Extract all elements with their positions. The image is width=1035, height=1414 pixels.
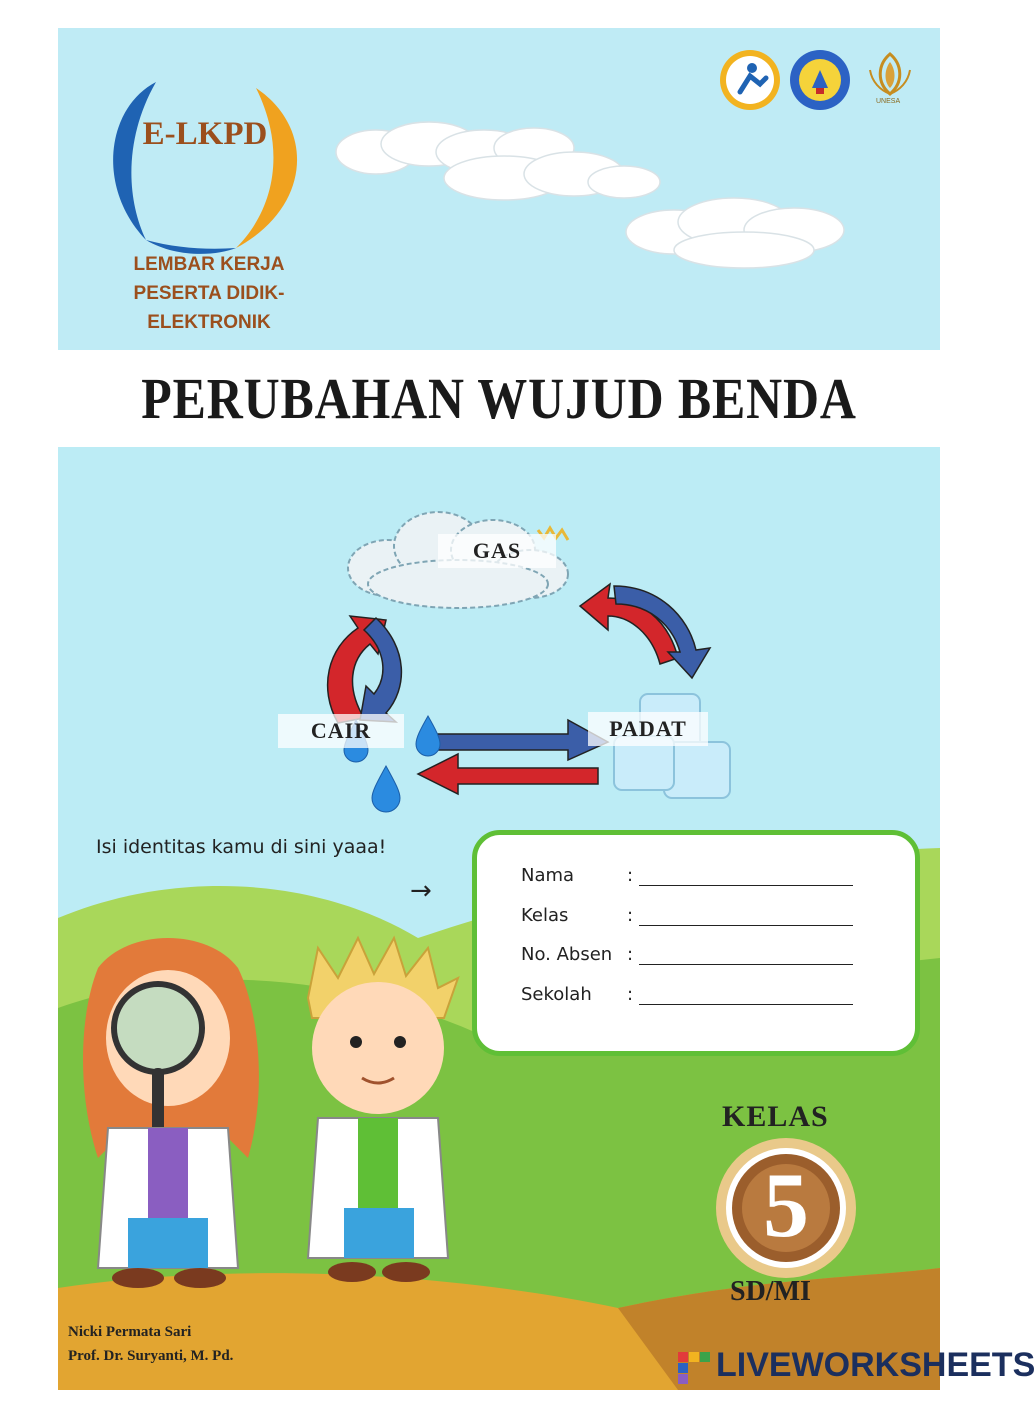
attendance-number-field[interactable] xyxy=(521,944,853,965)
grade-number: 5 xyxy=(763,1154,809,1256)
author-1: Nicki Permata Sari xyxy=(68,1324,192,1340)
school-line[interactable] xyxy=(639,986,853,1005)
attendance-number-label: No. Absen xyxy=(521,944,613,965)
ice-cubes-icon xyxy=(614,694,730,798)
name-colon: : xyxy=(627,865,634,886)
girl-scientist-illustration xyxy=(68,928,268,1288)
elkpd-fullname xyxy=(94,250,324,337)
school-colon: : xyxy=(627,984,634,1005)
state-label-solid: PADAT xyxy=(588,712,708,746)
author-2: Prof. Dr. Suryanti, M. Pd. xyxy=(68,1348,234,1364)
arrow-right-icon: → xyxy=(410,876,432,906)
identity-card xyxy=(472,830,920,1056)
worksheet-cover xyxy=(58,28,940,1390)
elkpd-logo xyxy=(86,68,326,258)
class-label: Kelas xyxy=(521,905,569,926)
name-field[interactable] xyxy=(521,865,853,886)
boy-scientist-illustration xyxy=(288,938,468,1288)
name-label: Nama xyxy=(521,865,575,886)
logo-line-2: PESERTA DIDIK- xyxy=(133,283,285,304)
school-label: Sekolah xyxy=(521,984,592,1005)
logo-line-1: LEMBAR KERJA xyxy=(133,254,285,275)
school-level: SD/MI xyxy=(730,1276,811,1307)
liveworksheets-logo-icon xyxy=(676,1350,712,1386)
elkpd-abbreviation: E-LKPD xyxy=(142,116,268,152)
attendance-number-colon: : xyxy=(627,944,634,965)
grade-title: KELAS xyxy=(722,1100,829,1133)
state-label-liquid: CAIR xyxy=(278,714,404,748)
class-colon: : xyxy=(627,905,634,926)
unesa-caption: UNESA xyxy=(876,98,901,105)
kurikulum-2013-icon xyxy=(718,48,782,112)
logo-line-3: ELEKTRONIK xyxy=(147,312,271,333)
liveworksheets-watermark[interactable]: LIVEWORKSHEETS xyxy=(716,1346,1035,1384)
name-line[interactable] xyxy=(639,867,853,886)
class-field[interactable] xyxy=(521,905,853,926)
melting-arrow-icon xyxy=(418,754,598,794)
freezing-arrow-icon xyxy=(428,720,608,760)
title-band xyxy=(58,350,940,447)
class-line[interactable] xyxy=(639,907,853,926)
identity-prompt: Isi identitas kamu di sini yaaa! xyxy=(96,836,387,858)
school-field[interactable] xyxy=(521,984,853,1005)
state-label-gas: GAS xyxy=(438,534,556,568)
attendance-number-line[interactable] xyxy=(639,946,853,965)
header-clouds xyxy=(334,122,854,292)
page-title: PERUBAHAN WUJUD BENDA xyxy=(141,366,857,431)
tut-wuri-handayani-icon xyxy=(788,48,852,112)
